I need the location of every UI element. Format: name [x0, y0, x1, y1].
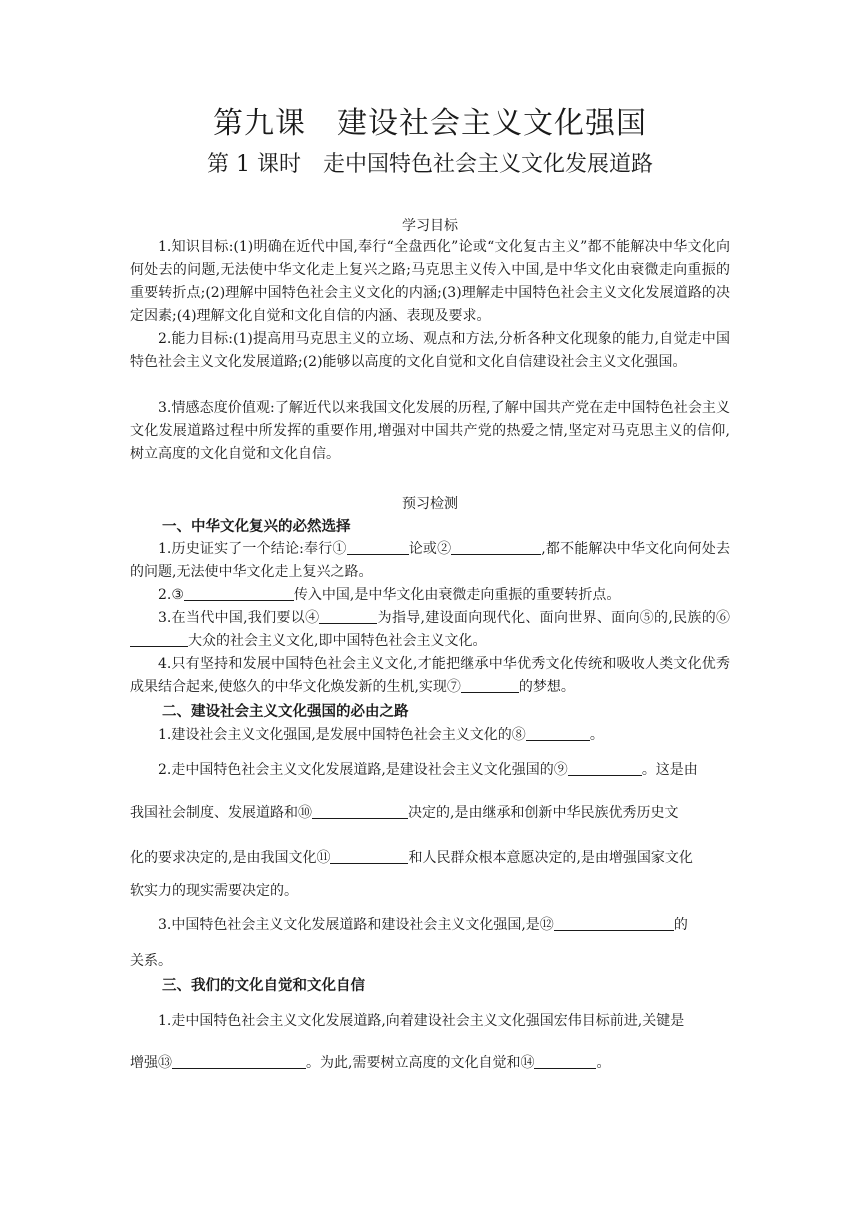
s1-paragraph-4: 4.只有坚持和发展中国特色社会主义文化,才能把继承中华优秀文化传统和吸收人类文化优秀成果结合起来,使悠久的中华文化焕发新的生机,实现⑦ 的梦想。 — [130, 656, 730, 695]
section-2-heading: 二、建设社会主义文化强国的必由之路 — [162, 704, 409, 720]
blank-6[interactable] — [130, 632, 188, 647]
blank-11[interactable] — [330, 849, 408, 864]
blank-8[interactable] — [526, 726, 590, 741]
goal-item-ability: 2.能力目标:(1)提高用马克思主义的立场、观点和方法,分析各种文化现象的能力,自觉走中国特色社会主义文化发展道路;(2)能够以高度的文化自觉和文化自信建设社会主义文化强国。 — [130, 331, 730, 370]
blank-10[interactable] — [312, 804, 408, 819]
s3-paragraph-1-tail: 增强⑬ 。为此,需要树立高度的文化自觉和⑭ 。 — [130, 1055, 611, 1071]
goal-item-emotion: 3.情感态度价值观:了解近代以来我国文化发展的历程,了解中国共产党在走中国特色社会主义文化发展道路过程中所发挥的重要作用,增强对中国共产党的热爱之情,坚定对马克思主义的信仰,树立高度的文化自觉和文化自信。 — [130, 400, 730, 462]
s2-paragraph-2-line-4: 软实力的现实需要决定的。 — [130, 883, 298, 899]
s2-paragraph-2-line-2: 我国社会制度、发展道路和⑩ 决定的,是由继承和创新中华民族优秀历史文 — [130, 805, 679, 821]
blank-12[interactable] — [554, 916, 674, 931]
preview-heading: 预习检测 — [402, 496, 458, 512]
s1-paragraph-1: 1.历史证实了一个结论:奉行① 论或② ,都不能解决中华文化向何处去的问题,无法使中华文化走上复兴之路。 — [130, 541, 731, 580]
blank-2[interactable] — [451, 540, 541, 555]
blank-3[interactable] — [184, 586, 294, 601]
s2-paragraph-3: 3.中国特色社会主义文化发展道路和建设社会主义文化强国,是⑫ 的 — [158, 917, 688, 933]
s2-paragraph-2-line-3: 化的要求决定的,是由我国文化⑪ 和人民群众根本意愿决定的,是由增强国家文化 — [130, 850, 693, 866]
blank-9[interactable] — [568, 761, 642, 776]
blank-14[interactable] — [534, 1054, 596, 1069]
s2-paragraph-3-tail: 关系。 — [130, 953, 172, 969]
s1-paragraph-3: 3.在当代中国,我们要以④ 为指导,建设面向现代化、面向世界、面向⑤的,民族的⑥大众的社会主义文化,即中国特色社会主义文化。 — [130, 607, 730, 653]
goals-heading: 学习目标 — [402, 218, 458, 234]
section-3-heading: 三、我们的文化自觉和文化自信 — [162, 978, 365, 994]
blank-1[interactable] — [347, 540, 409, 555]
blank-4[interactable] — [319, 609, 377, 624]
goal-item-knowledge: 1.知识目标:(1)明确在近代中国,奉行“全盘西化”论或“文化复古主义”都不能解决中华文化向何处去的问题,无法使中华文化走上复兴之路;马克思主义传入中国,是中华文化由衰微走向重振的重要转折点;(2)理解中国特色社会主义文化的内涵;(3)理解走中国特色社会主义文化发展道路的决定因素;(4)理解文化自觉和文化自信的内涵、表现及要求。 — [130, 239, 730, 324]
blank-7[interactable] — [461, 678, 519, 693]
s3-paragraph-1: 1.走中国特色社会主义文化发展道路,向着建设社会主义文化强国宏伟目标前进,关键是 — [158, 1013, 685, 1029]
lesson-title: 第九课 建设社会主义文化强国 — [213, 106, 647, 141]
s2-paragraph-2-line-1: 2.走中国特色社会主义文化发展道路,是建设社会主义文化强国的⑨ 。这是由 — [158, 762, 698, 778]
s2-paragraph-1: 1.建设社会主义文化强国,是发展中国特色社会主义文化的⑧ 。 — [158, 727, 604, 743]
blank-13[interactable] — [172, 1054, 306, 1069]
s1-paragraph-2: 2.③ 传入中国,是中华文化由衰微走向重振的重要转折点。 — [158, 587, 621, 603]
section-1-heading: 一、中华文化复兴的必然选择 — [162, 519, 351, 535]
lesson-subtitle: 第 1 课时 走中国特色社会主义文化发展道路 — [207, 152, 653, 177]
